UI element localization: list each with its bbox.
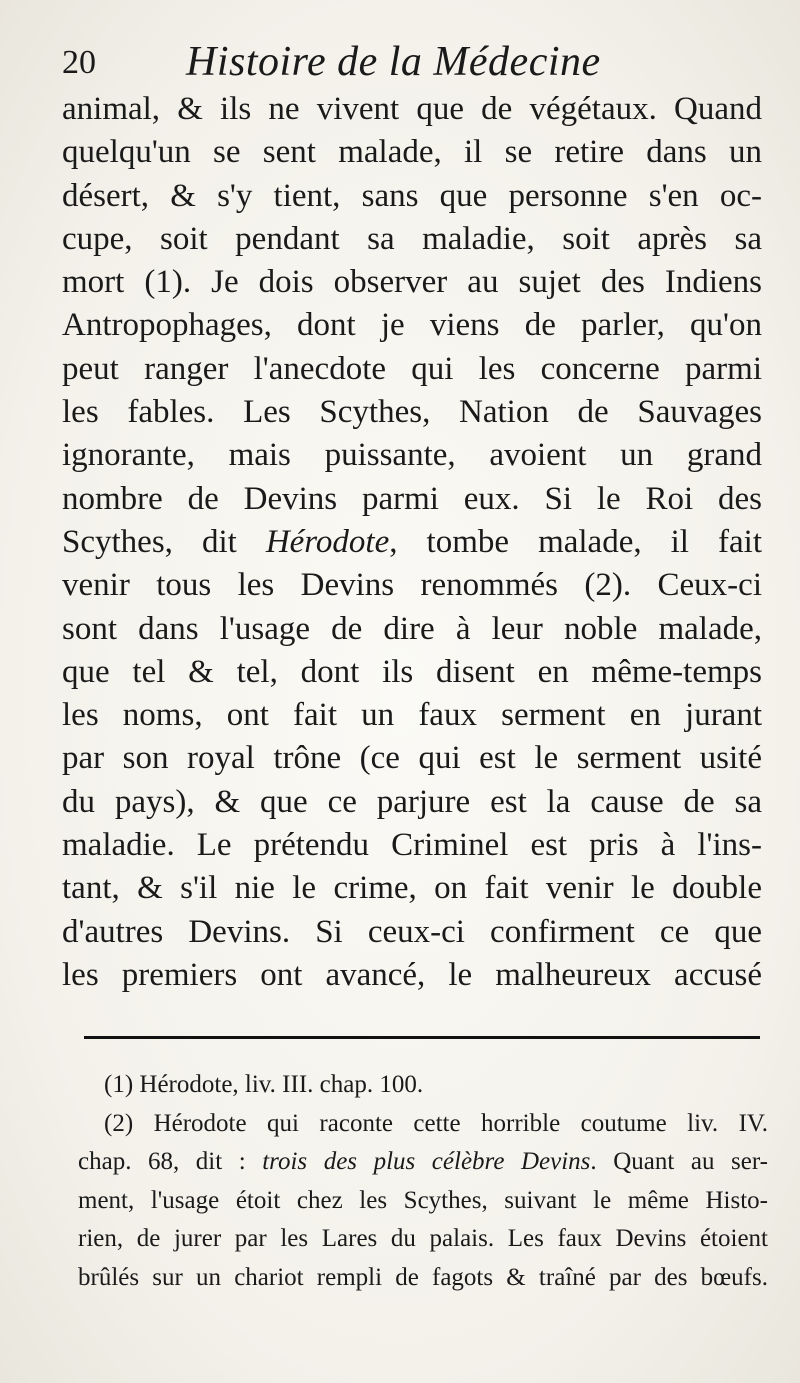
- body-line: venir tous les Devins renommés (2). Ceux-ci: [62, 567, 762, 604]
- footnotes: [78, 1066, 768, 1297]
- body-line: sont dans l'usage de dire à leur noble malade,: [62, 610, 762, 647]
- body-line: que tel & tel, dont ils disent en même-temps: [62, 653, 762, 690]
- body-line: par son royal trône (ce qui est le serment usité: [62, 740, 762, 777]
- body-line: peut ranger l'anecdote qui les concerne parmi: [62, 350, 762, 387]
- body-line: cupe, soit pendant sa maladie, soit après sa: [62, 220, 762, 257]
- body-line: mort (1). Je dois observer au sujet des Indiens: [62, 264, 762, 301]
- body-line: les premiers ont avancé, le malheureux accusé: [62, 956, 762, 993]
- body-line: d'autres Devins. Si ceux-ci confirment ce que: [62, 913, 762, 950]
- body-line: ignorante, mais puissante, avoient un grand: [62, 437, 762, 474]
- body-line: nombre de Devins parmi eux. Si le Roi des: [62, 480, 762, 517]
- footnote-line: (1) Hérodote, liv. III. chap. 100.: [104, 1071, 424, 1098]
- footnote-line: brûlés sur un chariot rempli de fagots & traîné par des bœufs.: [78, 1263, 768, 1291]
- body-line: tant, & s'il nie le crime, on fait venir le double: [62, 870, 762, 907]
- footnote-line: ment, l'usage étoit chez les Scythes, suivant le même Histo-: [78, 1186, 768, 1214]
- body-line: les fables. Les Scythes, Nation de Sauvages: [62, 394, 762, 431]
- footnote-line: chap. 68, dit : trois des plus célèbre Devins. Quant au ser-: [78, 1148, 768, 1175]
- body-line: quelqu'un se sent malade, il se retire dans un: [62, 134, 762, 171]
- body-line: du pays), & que ce parjure est la cause de sa: [62, 783, 762, 820]
- footnote-divider: [84, 1036, 760, 1039]
- body-line: Antropophages, dont je viens de parler, qu'on: [62, 307, 762, 344]
- body-line: maladie. Le prétendu Criminel est pris à l'ins-: [62, 827, 762, 864]
- body-line: Scythes, dit Hérodote, tombe malade, il fait: [62, 523, 762, 560]
- body-line: désert, & s'y tient, sans que personne s'en oc-: [62, 177, 762, 214]
- footnote-line: rien, de jurer par les Lares du palais. Les faux Devins étoient: [78, 1225, 768, 1252]
- body-line: animal, & ils ne vivent que de végétaux. Quand: [62, 91, 762, 127]
- body-text: [62, 88, 762, 997]
- page-header: [62, 38, 762, 94]
- running-title: Histoire de la Médecine: [186, 39, 601, 85]
- footnote-line: (2) Hérodote qui raconte cette horrible coutume liv. IV.: [104, 1109, 768, 1137]
- page-number: 20: [62, 44, 96, 81]
- body-line: les noms, ont fait un faux serment en jurant: [62, 697, 762, 734]
